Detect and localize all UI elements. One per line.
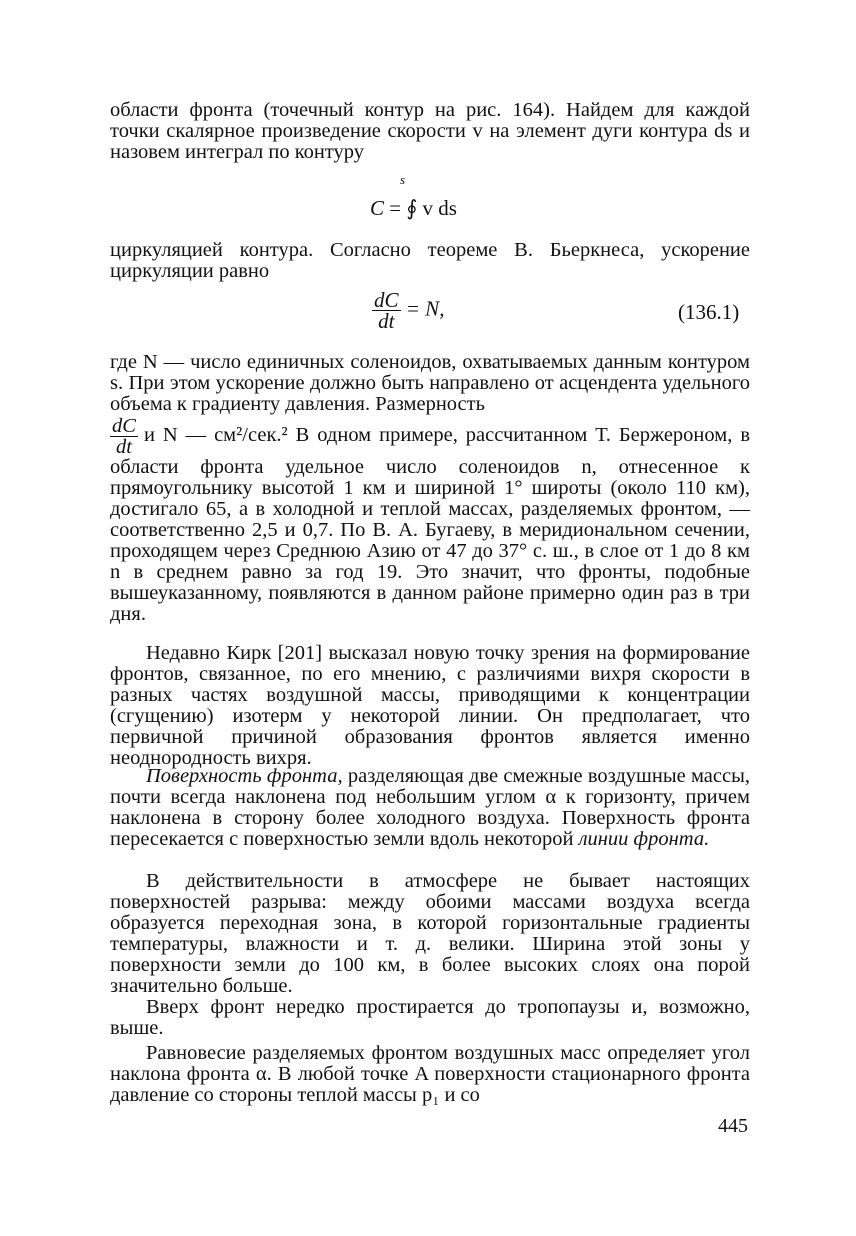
paragraph-circulation-text: циркуляцией контура. Согласно теореме В. Бьеркнеса, ускорение циркуляции равно: [110, 239, 750, 282]
paragraph-intro: [110, 100, 750, 163]
fraction-numerator: dC: [374, 288, 399, 312]
paragraph-where-text-2: и N — см²/сек.² В одном примере, рассчитанном Т. Бержероном, в области фронта удельное число соленоидов n, отнесенное к прямоугольнику высотой 1 км и шириной 1° широты (около 110 км), достигало 65, а в холодной и теплой массах, разделяемых фронтом, — соответственно 2,5 и 0,7. По В. А. Бугаеву, в меридиональном сечении, проходящем через Среднюю Азию от 47 до 37° с. ш., в слое от 1 до 8 км n в среднем равно за год 19. Это значит, что фронты, подобные вышеуказанному, появляются в данном районе примерно один раз в три дня.: [110, 424, 750, 625]
paragraph-surface-text: разделяющая две смежные воздушные массы, почти всегда наклонена под небольшим углом α к горизонту, причем наклонена в сторону более холодного воздуха. Поверхность фронта пересекается с поверхностью земли вдоль некоторой: [110, 765, 750, 850]
equation-number: (136.1): [678, 300, 740, 324]
circulation-integral: = ∮ v ds: [389, 196, 457, 220]
paragraph-intro-text: области фронта (точечный контур на рис. 164). Найдем для каждой точки скалярное произведение скорости v на элемент дуги контура ds и назовем интеграл по контуру: [110, 99, 750, 163]
inline-fraction-denominator: dt: [115, 436, 132, 458]
page-number: 445: [718, 1115, 748, 1137]
paragraph-reality-text: В действительности в атмосфере не бывает настоящих поверхностей разрыва: между обоими массами воздуха всегда образуется переходная зона, в которой горизонтальные градиенты температуры, влажности и т. д. велики. Ширина этой зоны у поверхности земли до 100 км, в более высоких слоях она порой значительно больше.: [110, 870, 750, 997]
circulation-symbol: C: [370, 196, 385, 220]
paragraph-equilibrium: [110, 1043, 750, 1106]
inline-dc-dt-fraction: [110, 416, 138, 457]
paragraph-where-text-1: где N — число единичных соленоидов, охватываемых данным контуром s. При этом ускорение должно быть направлено от асцендента удельного объема к градиенту давления. Размерность: [110, 351, 750, 415]
paragraph-equilibrium-text: Равновесие разделяемых фронтом воздушных масс определяет угол наклона фронта α. В любой точке A поверхности стационарного фронта давление со стороны теплой массы p₁ и со: [110, 1042, 750, 1106]
equation-rhs: = N,: [405, 296, 445, 321]
paragraph-kirk: [110, 643, 750, 769]
paragraph-circulation: [110, 240, 750, 282]
integral-superscript: s: [400, 172, 406, 187]
paragraph-reality: [110, 871, 750, 997]
term-front-surface: Поверхность фронта,: [146, 765, 343, 787]
equation-136-1: [372, 290, 444, 331]
paragraph-kirk-text: Недавно Кирк [201] высказал новую точку зрения на формирование фронтов, связанное, по его мнению, с различиями вихря скорости в разных частях воздушной массы, приводящими к концентрации (сгущению) изотерм у некоторой линии. Он предполагает, что первичной причиной образования фронтов является именно неоднородность вихря.: [110, 642, 750, 769]
paragraph-where: [110, 352, 750, 625]
term-front-line: линии фронта.: [578, 828, 710, 850]
dc-dt-fraction: [372, 290, 401, 331]
paragraph-surface: [110, 766, 750, 850]
paragraph-up: [110, 997, 750, 1039]
paragraph-up-text: Вверх фронт нередко простирается до тропопаузы и, возможно, выше.: [110, 996, 750, 1039]
inline-fraction-numerator: dC: [112, 415, 136, 437]
fraction-denominator: dt: [378, 309, 395, 333]
